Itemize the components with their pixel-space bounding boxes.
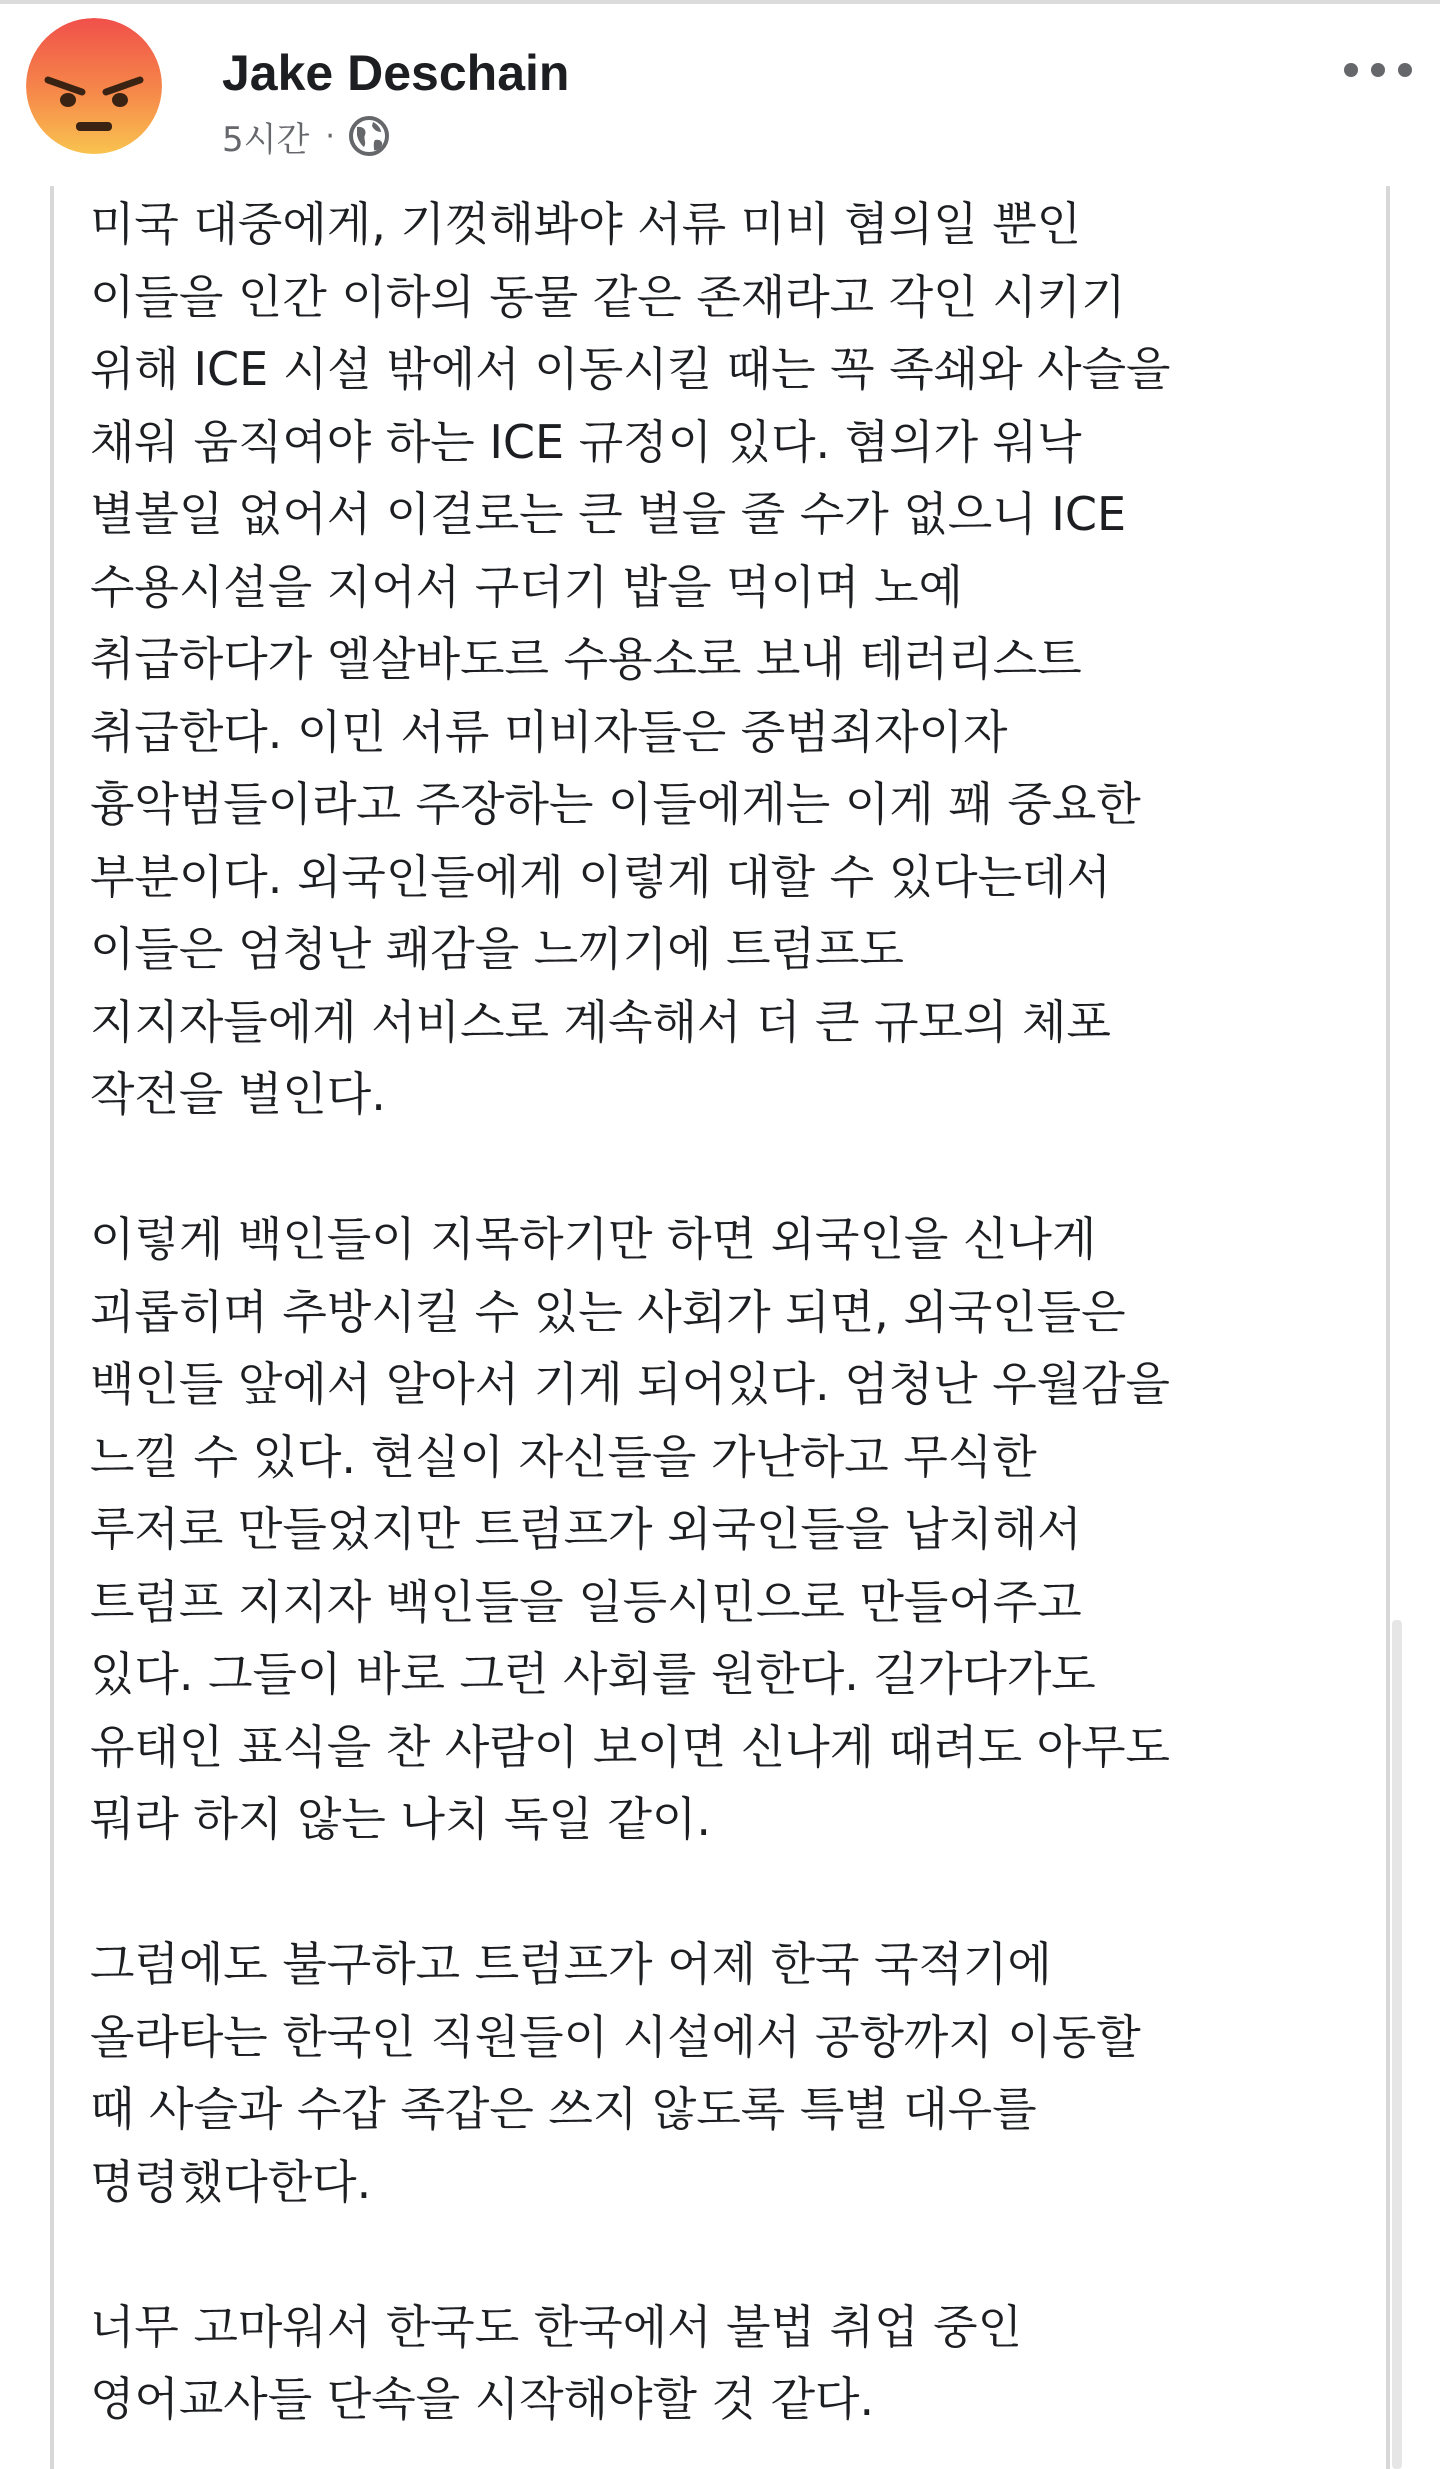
- post-text-line: 영어교사들 단속을 시작해야할 것 같다.: [90, 2372, 875, 2426]
- card-border-left: [50, 186, 54, 2469]
- post-text-line: 이렇게 백인들이 지목하기만 하면 외국인을 신나게: [90, 1212, 1097, 1266]
- post-text-line: 그럼에도 불구하고 트럼프가 어제 한국 국적기에: [90, 1937, 1052, 1991]
- post-text-line: 때 사슬과 수갑 족갑은 쓰지 않도록 특별 대우를: [90, 2082, 1037, 2136]
- post-text-line: 너무 고마워서 한국도 한국에서 불법 취업 중인: [90, 2299, 1023, 2354]
- more-dot: [1371, 63, 1385, 77]
- post-paragraph: [90, 188, 1380, 1131]
- more-options-icon[interactable]: [1338, 52, 1418, 88]
- post-text-line: 위해 ICE 시설 밖에서 이동시킬 때는 꼭 족쇄와 사슬을: [90, 342, 1171, 396]
- post-text-line: 이들은 엄청난 쾌감을 느끼기에 트럼프도: [90, 922, 904, 976]
- post-text-line: 별볼일 없어서 이걸로는 큰 벌을 줄 수가 없으니 ICE: [90, 487, 1127, 541]
- post-text-line: 유태인 표식을 찬 사람이 보이면 신나게 때려도 아무도: [90, 1719, 1170, 1774]
- post-paragraph: [90, 2291, 1380, 2436]
- post-text-line: 작전을 벌인다.: [90, 1067, 386, 1121]
- post-text-line: 취급한다. 이민 서류 미비자들은 중범죄자이자: [90, 704, 1008, 759]
- post-text-line: 취급하다가 엘살바도르 수용소로 보내 테러리스트: [90, 632, 1082, 686]
- scrollbar[interactable]: [1392, 1620, 1402, 2469]
- post-text-line: 수용시설을 지어서 구더기 밥을 먹이며 노예: [90, 559, 963, 614]
- post-text-line: 괴롭히며 추방시킬 수 있는 사회가 되면, 외국인들은: [90, 1284, 1126, 1339]
- post-paragraph: [90, 1928, 1380, 2218]
- post-text-line: 명령했다한다.: [90, 2154, 372, 2209]
- post-text-line: 이들을 인간 이하의 동물 같은 존재라고 각인 시키기: [90, 269, 1126, 324]
- meta-separator: ·: [325, 118, 335, 154]
- post-meta: [222, 110, 391, 162]
- post-text-line: 느낄 수 있다. 현실이 자신들을 가난하고 무식한: [90, 1429, 1037, 1484]
- post-text-line: 채워 움직여야 하는 ICE 규정이 있다. 혐의가 워낙: [90, 414, 1082, 469]
- avatar[interactable]: [26, 18, 162, 154]
- post-paragraph: [90, 1203, 1380, 1856]
- post-text-line: 흉악범들이라고 주장하는 이들에게는 이게 꽤 중요한: [90, 777, 1141, 831]
- more-dot: [1344, 63, 1358, 77]
- post-text-line: 루저로 만들었지만 트럼프가 외국인들을 납치해서: [90, 1502, 1082, 1556]
- more-dot: [1398, 63, 1412, 77]
- post-text-line: 트럼프 지지자 백인들을 일등시민으로 만들어주고: [90, 1574, 1082, 1629]
- author-name[interactable]: Jake Deschain: [222, 45, 570, 101]
- post-text-line: 백인들 앞에서 알아서 기게 되어있다. 엄청난 우월감을: [90, 1357, 1170, 1411]
- post-timestamp[interactable]: 5시간: [222, 119, 310, 160]
- post-text-line: 뭐라 하지 않는 나치 독일 같이.: [90, 1792, 711, 1846]
- angry-reaction-icon: [26, 18, 162, 154]
- post-text-line: 부분이다. 외국인들에게 이렇게 대할 수 있다는데서: [90, 849, 1111, 904]
- post-text-line: 올라타는 한국인 직원들이 시설에서 공항까지 이동할: [90, 2009, 1141, 2064]
- globe-icon[interactable]: [347, 114, 391, 158]
- post-body: [90, 188, 1380, 2436]
- post-text-line: 있다. 그들이 바로 그런 사회를 원한다. 길가다가도: [90, 1647, 1096, 1701]
- card-border-right: [1386, 186, 1390, 2469]
- post-text-line: 지지자들에게 서비스로 계속해서 더 큰 규모의 체포: [90, 994, 1111, 1049]
- post-text-line: 미국 대중에게, 기껏해봐야 서류 미비 혐의일 뿐인: [90, 197, 1082, 251]
